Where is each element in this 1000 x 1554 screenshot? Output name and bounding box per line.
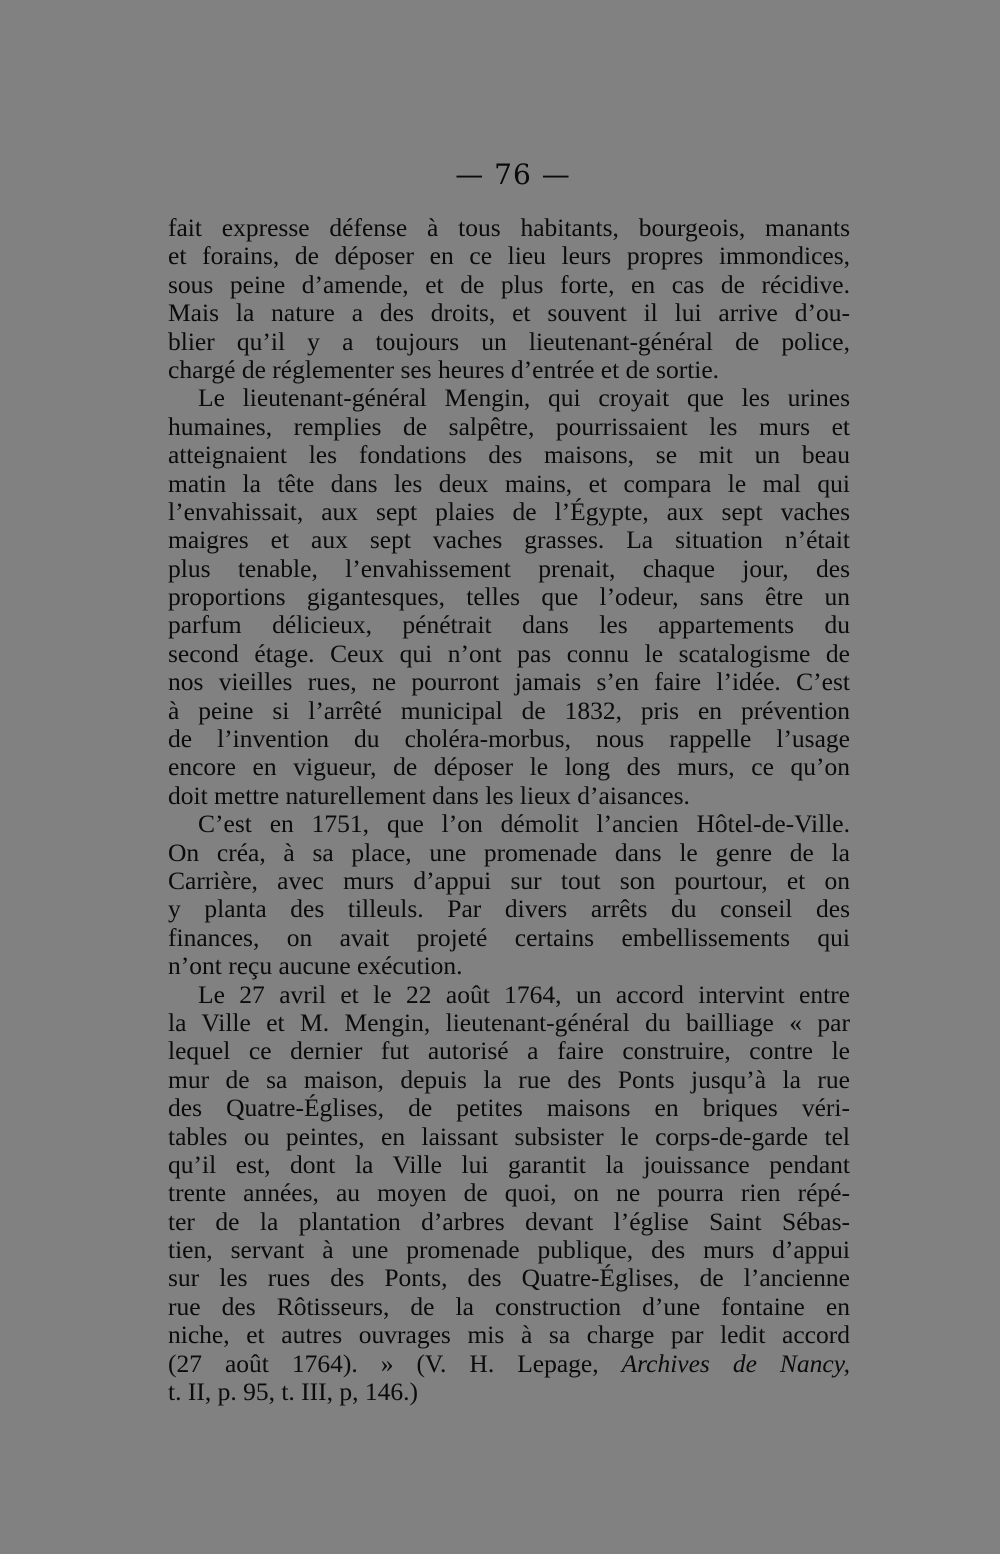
text-line: sur les rues des Ponts, des Quatre-Églises, de l’ancienne [168, 1263, 850, 1293]
text-line: ter de la plantation d’arbres devant l’église Saint Sébas- [168, 1206, 850, 1236]
text-line: rue des Rôtisseurs, de la construction d’une fontaine en [168, 1291, 850, 1321]
text-line: nos vieilles rues, ne pourront jamais s’en faire l’idée. C’est [168, 667, 850, 697]
text-line: maigres et aux sept vaches grasses. La situation n’était [168, 525, 850, 555]
text-line: de l’invention du choléra-morbus, nous rappelle l’usage [168, 724, 850, 754]
text-line: second étage. Ceux qui n’ont pas connu le scatalogisme de [168, 638, 850, 668]
body-text [168, 214, 850, 1406]
text-line: plus tenable, l’envahissement prenait, chaque jour, des [168, 553, 850, 583]
text-line: des Quatre-Églises, de petites maisons en briques véri- [168, 1093, 850, 1123]
citation-title: Archives de Nancy, [621, 1348, 851, 1378]
text-line: chargé de réglementer ses heures d’entrée et de sortie. [168, 354, 720, 384]
text-line: Le lieutenant-général Mengin, qui croyait que les urines [198, 383, 850, 413]
text-line: sous peine d’amende, et de plus forte, en cas de récidive. [168, 269, 850, 299]
text-line: et forains, de déposer en ce lieu leurs propres immondices, [168, 241, 850, 271]
text-line: fait expresse défense à tous habitants, bourgeois, manants [168, 213, 850, 242]
text-line: humaines, remplies de salpêtre, pourrissaient les murs et [168, 411, 850, 441]
text-line: encore en vigueur, de déposer le long des murs, ce qu’on [168, 752, 850, 782]
text-line: tables ou peintes, en laissant subsister le corps-de-garde tel [168, 1121, 850, 1151]
page-number: — 76 — [455, 158, 571, 191]
text-line: doit mettre naturellement dans les lieux d’aisances. [168, 780, 690, 810]
text-line: l’envahissait, aux sept plaies de l’Égypte, aux sept vaches [168, 496, 850, 526]
text-line: niche, et autres ouvrages mis à sa charge par ledit accord [168, 1320, 850, 1350]
text-line: lequel ce dernier fut autorisé a faire construire, contre le [168, 1036, 850, 1066]
text-line: matin la tête dans les deux mains, et compara le mal qui [168, 468, 850, 498]
text-line: atteignaient les fondations des maisons, se mit un beau [168, 440, 850, 470]
text-line: Le 27 avril et le 22 août 1764, un accord intervint entre [198, 979, 850, 1009]
text-line: la Ville et M. Mengin, lieutenant-général du bailliage « par [168, 1007, 850, 1037]
citation-line [168, 1350, 850, 1378]
text-line: y planta des tilleuls. Par divers arrêts du conseil des [168, 894, 850, 924]
text-line: finances, on avait projeté certains embellissements qui [168, 922, 850, 952]
text-line: blier qu’il y a toujours un lieutenant-général de police, [168, 326, 850, 356]
text-line: proportions gigantesques, telles que l’odeur, sans être un [168, 582, 850, 612]
text-line: trente années, au moyen de quoi, on ne pourra rien répé- [168, 1178, 850, 1208]
paragraph-3 [168, 810, 850, 980]
citation-text: (27 août 1764). » (V. H. Lepage, [168, 1348, 622, 1378]
text-line: parfum délicieux, pénétrait dans les appartements du [168, 610, 850, 640]
text-line: C’est en 1751, que l’on démolit l’ancien Hôtel-de-Ville. [198, 809, 850, 839]
text-line: mur de sa maison, depuis la rue des Ponts jusqu’à la rue [168, 1064, 850, 1094]
citation-reference-line: t. II, p. 95, t. III, p, 146.) [168, 1377, 418, 1407]
text-line: Carrière, avec murs d’appui sur tout son pourtour, et on [168, 865, 850, 895]
text-line: à peine si l’arrêté municipal de 1832, pris en prévention [168, 695, 850, 725]
paragraph-2 [168, 384, 850, 810]
text-line: n’ont reçu aucune exécution. [168, 951, 463, 981]
paragraph-1 [168, 214, 850, 384]
paragraph-4 [168, 981, 850, 1407]
text-line: qu’il est, dont la Ville lui garantit la jouissance pendant [168, 1149, 850, 1179]
text-line: tien, servant à une promenade publique, des murs d’appui [168, 1235, 850, 1265]
text-line: On créa, à sa place, une promenade dans le genre de la [168, 837, 850, 867]
text-line: Mais la nature a des droits, et souvent il lui arrive d’ou- [168, 298, 850, 328]
